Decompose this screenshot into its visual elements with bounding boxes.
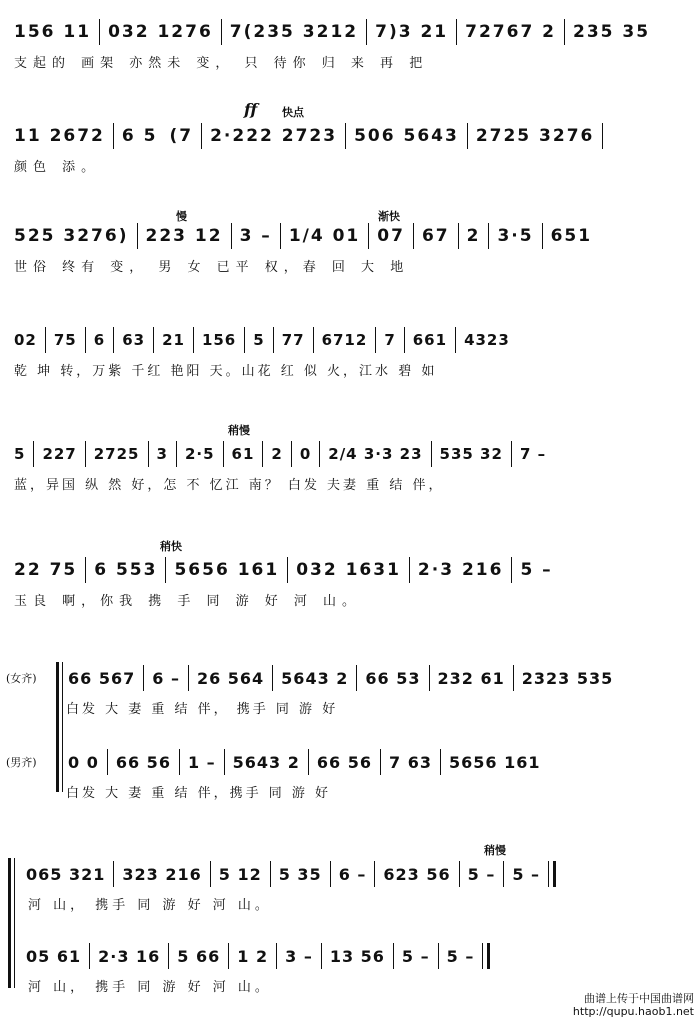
measure: 7 – — [519, 445, 547, 463]
measure: 6712 — [321, 331, 368, 349]
lyrics-line: 支起的 画架 亦然未 变， 只 待你 归 来 再 把 — [14, 56, 429, 71]
measure: 2725 — [93, 445, 140, 463]
watermark-line-1: 曲谱上传于中国曲谱网 — [584, 992, 694, 1005]
barline — [113, 327, 114, 353]
measure: 05 61 — [26, 946, 82, 966]
barline — [356, 665, 357, 691]
measure: 032 1631 — [296, 560, 401, 580]
barline — [193, 327, 194, 353]
measure: 156 — [201, 331, 237, 349]
measure: 5 – — [520, 560, 553, 580]
barline — [188, 665, 189, 691]
barline — [276, 943, 277, 969]
measure: 6 553 — [94, 560, 158, 580]
lyrics-line: 乾 坤 转，万紫 千红 艳阳 天。山花 红 似 火，江水 碧 如 — [14, 364, 438, 379]
lyrics-line: 河 山， 携手 同 游 好 河 山。 — [28, 898, 272, 913]
notation-line — [20, 860, 690, 888]
measure: 235 35 — [573, 22, 651, 42]
measure: 7(235 3212 — [229, 22, 359, 42]
barline — [148, 441, 149, 467]
barline — [404, 327, 405, 353]
barline — [366, 19, 367, 45]
measure: 2·3 216 — [417, 560, 504, 580]
barline — [223, 441, 224, 467]
measure: 5 — [253, 331, 265, 349]
measure: 6 – — [152, 668, 180, 688]
measure: 5 — [14, 445, 26, 463]
measure: 63 — [122, 331, 146, 349]
barline — [380, 749, 381, 775]
barline — [224, 749, 225, 775]
measure: 2·222 2723 — [210, 126, 338, 146]
measure: 5643 2 — [281, 668, 349, 688]
barline — [89, 943, 90, 969]
measure: 535 32 — [439, 445, 503, 463]
measure: 227 — [42, 445, 77, 463]
measure: 2·5 — [184, 445, 215, 463]
barline — [431, 441, 432, 467]
lyrics-line: 蓝，异国 纵 然 好，怎 不 忆江 南？ 白发 夫妻 重 结 伴， — [14, 478, 445, 493]
barline — [107, 749, 108, 775]
measure: 0 — [299, 445, 312, 463]
measure: 0 0 — [68, 752, 99, 772]
measure: 223 12 — [145, 226, 223, 246]
barline — [291, 441, 292, 467]
measure: 67 — [421, 226, 450, 246]
barline — [210, 861, 211, 887]
notation-line — [62, 664, 690, 692]
measure: 1/4 01 — [288, 226, 361, 246]
barline — [413, 223, 414, 249]
tempo-marking: 慢 — [176, 210, 187, 223]
measure: 525 3276) — [14, 226, 129, 246]
measure: 22 75 — [14, 560, 78, 580]
barline — [176, 441, 177, 467]
measure: 5 – — [401, 946, 430, 966]
barline — [511, 557, 512, 583]
barline — [85, 327, 86, 353]
barline — [179, 749, 180, 775]
measure: (7 — [169, 126, 194, 146]
measure: 2/4 3·3 23 — [328, 445, 423, 463]
tempo-marking: 渐快 — [378, 210, 400, 223]
barline — [511, 441, 512, 467]
barline — [85, 441, 86, 467]
barline — [273, 327, 274, 353]
measure: 4323 — [464, 331, 510, 349]
barline — [345, 123, 346, 149]
measure: 5 – — [512, 864, 541, 884]
barline — [313, 327, 314, 353]
barline — [201, 123, 202, 149]
barline — [456, 19, 457, 45]
measure: 66 56 — [115, 752, 171, 772]
measure: 77 — [281, 331, 305, 349]
lyrics-line: 河 山， 携手 同 游 好 河 山。 — [28, 980, 272, 995]
measure: 1 – — [187, 752, 216, 772]
barline — [564, 19, 565, 45]
lyrics-line: 玉良 啊，你我 携 手 同 游 好 河 山。 — [14, 594, 362, 609]
barline — [85, 557, 86, 583]
barline — [467, 123, 468, 149]
measure: 3 – — [285, 946, 313, 966]
barline — [393, 943, 394, 969]
measure: 7 63 — [389, 752, 432, 772]
site-watermark — [573, 992, 694, 1018]
barline — [375, 327, 376, 353]
lyrics-line: 颜色 添。 — [14, 160, 101, 175]
measure: 72767 2 — [465, 22, 557, 42]
measure: 66 56 — [316, 752, 372, 772]
measure: 21 — [162, 331, 185, 349]
barline — [374, 861, 375, 887]
barline — [221, 19, 222, 45]
notation-line — [8, 222, 690, 250]
measure: 506 5643 — [354, 126, 459, 146]
final-barline — [482, 943, 490, 969]
measure: 156 11 — [14, 22, 92, 42]
barline — [455, 327, 456, 353]
measure: 5656 161 — [448, 752, 541, 772]
notation-line — [20, 942, 690, 970]
measure: 11 2672 — [14, 126, 105, 146]
measure: 232 61 — [437, 668, 505, 688]
measure: 323 216 — [122, 864, 202, 884]
barline — [262, 441, 263, 467]
notation-line — [8, 18, 690, 46]
barline — [270, 861, 271, 887]
barline — [542, 223, 543, 249]
notation-line — [62, 748, 690, 776]
barline — [168, 943, 169, 969]
measure: 66 567 — [68, 668, 136, 688]
part-label: (男齐) — [6, 756, 37, 769]
barline — [272, 665, 273, 691]
notation-line — [8, 440, 690, 468]
measure: 13 56 — [329, 946, 385, 966]
barline — [429, 665, 430, 691]
barline — [280, 223, 281, 249]
tempo-marking: 稍慢 — [228, 424, 250, 437]
measure: 2 — [466, 226, 481, 246]
notation-line — [8, 556, 690, 584]
barline — [602, 123, 603, 149]
barline — [503, 861, 504, 887]
barline — [33, 441, 34, 467]
measure: 2323 535 — [521, 668, 614, 688]
tempo-marking: 稍慢 — [484, 844, 506, 857]
barline — [321, 943, 322, 969]
measure: 6 – — [338, 864, 367, 884]
measure: 66 53 — [365, 668, 421, 688]
barline — [513, 665, 514, 691]
barline — [438, 943, 439, 969]
dynamic-marking: ff — [244, 100, 258, 119]
measure: 02 — [14, 331, 37, 349]
watermark-url: http://qupu.haob1.net — [572, 1005, 694, 1018]
notation-line — [8, 326, 690, 354]
barline — [308, 749, 309, 775]
measure: 6 5 — [121, 126, 158, 146]
measure: 5 12 — [218, 864, 262, 884]
notation-line — [8, 122, 690, 150]
measure: 5643 2 — [232, 752, 300, 772]
barline — [231, 223, 232, 249]
barline — [488, 223, 489, 249]
measure: 26 564 — [196, 668, 265, 688]
lyrics-line: 白发 大 妻 重 结 伴， 携手 同 游 好 — [66, 702, 339, 717]
tempo-marking: 稍快 — [160, 540, 182, 553]
measure: 07 — [377, 226, 405, 246]
measure: 2·3 16 — [98, 946, 161, 966]
measure: 5 35 — [278, 864, 322, 884]
measure: 3 — [156, 445, 168, 463]
measure: 61 — [231, 445, 255, 463]
measure: 5 66 — [177, 946, 221, 966]
measure: 7 — [384, 331, 396, 349]
barline — [143, 665, 144, 691]
part-label: (女齐) — [6, 672, 37, 685]
barline — [409, 557, 410, 583]
lyrics-line: 世俗 终有 变， 男 女 已平 权，春 回 大 地 — [14, 260, 410, 275]
measure: 1 2 — [237, 946, 269, 966]
barline — [287, 557, 288, 583]
lyrics-line: 白发 大 妻 重 结 伴，携手 同 游 好 — [66, 786, 332, 801]
measure: 2725 3276 — [475, 126, 595, 146]
barline — [228, 943, 229, 969]
measure: 6 — [93, 331, 106, 349]
measure: 651 — [550, 226, 593, 246]
measure: 5 – — [446, 946, 475, 966]
barline — [330, 861, 331, 887]
measure: 5 – — [467, 864, 496, 884]
measure: 2 — [271, 445, 283, 463]
barline — [153, 327, 154, 353]
barline — [319, 441, 320, 467]
measure: 032 1276 — [108, 22, 213, 42]
measure: 75 — [53, 331, 77, 349]
final-barline — [548, 861, 556, 887]
system-line — [14, 858, 15, 988]
barline — [113, 123, 114, 149]
barline — [165, 557, 166, 583]
measure: 3·5 — [497, 226, 534, 246]
barline — [113, 861, 114, 887]
barline — [45, 327, 46, 353]
measure: 661 — [412, 331, 448, 349]
measure: 3 – — [239, 226, 272, 246]
barline — [440, 749, 441, 775]
barline — [137, 223, 138, 249]
measure: 065 321 — [26, 864, 106, 884]
tempo-marking: 快点 — [282, 106, 304, 119]
barline — [459, 861, 460, 887]
barline — [368, 223, 369, 249]
measure: 5656 161 — [174, 560, 280, 580]
measure: 7)3 21 — [375, 22, 449, 42]
measure: 623 56 — [383, 864, 451, 884]
barline — [458, 223, 459, 249]
barline — [99, 19, 100, 45]
barline — [244, 327, 245, 353]
